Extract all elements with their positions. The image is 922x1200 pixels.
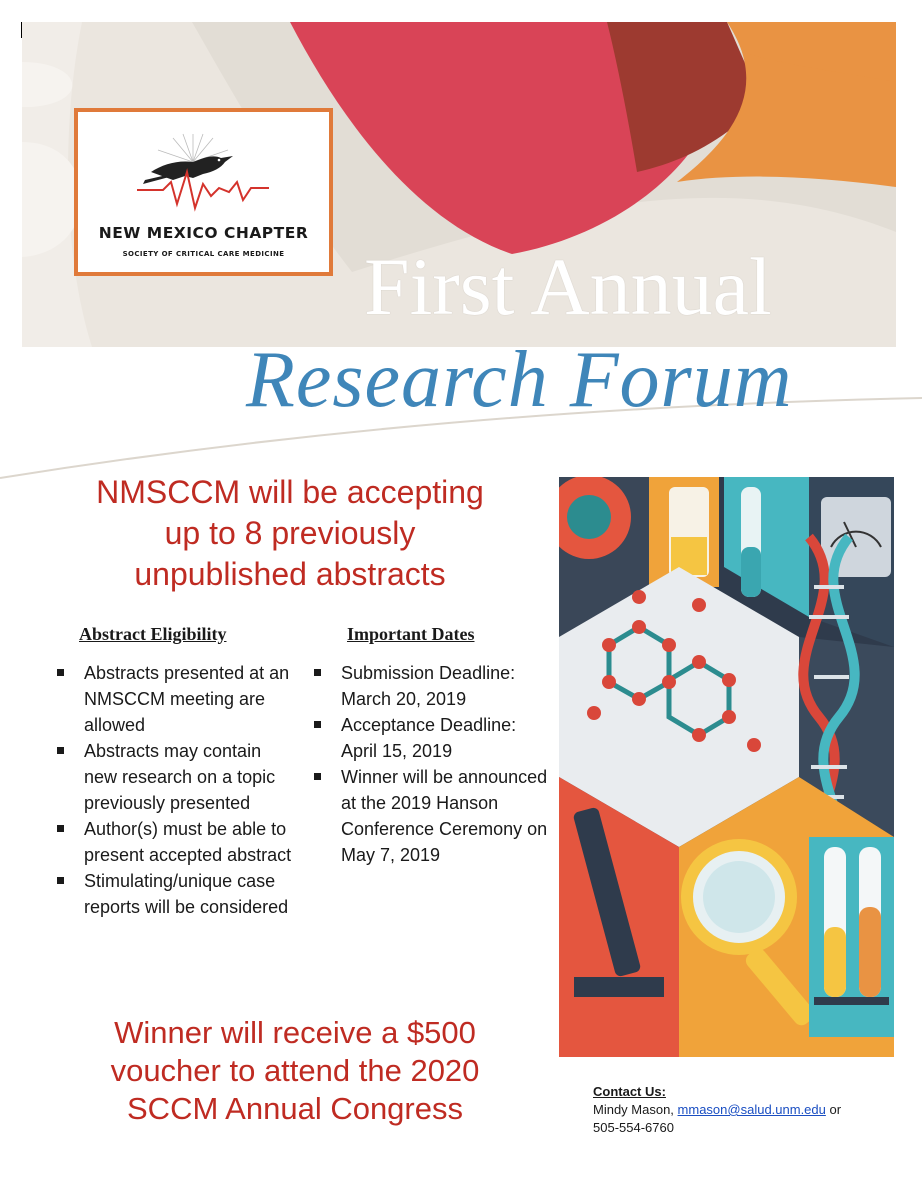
dates-list bbox=[313, 660, 553, 868]
bullet-square-icon bbox=[314, 669, 321, 676]
contact-heading: Contact Us: bbox=[593, 1084, 666, 1099]
list-item bbox=[56, 660, 296, 738]
dates-heading: Important Dates bbox=[347, 624, 475, 644]
list-item-text: Abstracts may contain new research on a topic previously presented bbox=[84, 741, 276, 813]
logo-chapter-name: NEW MEXICO CHAPTER bbox=[98, 224, 309, 242]
contact-or: or bbox=[829, 1102, 842, 1117]
headline bbox=[40, 472, 540, 595]
bullet-square-icon bbox=[57, 747, 64, 754]
list-item-text: Stimulating/unique case reports will be considered bbox=[84, 871, 289, 917]
contact-email-link[interactable]: mmason@salud.unm.edu bbox=[677, 1102, 826, 1117]
headline-line-2: up to 8 previously bbox=[164, 515, 416, 551]
contact-name: Mindy Mason, bbox=[593, 1102, 674, 1117]
science-illustration bbox=[559, 477, 894, 1057]
logo-society-name: SOCIETY OF CRITICAL CARE MEDICINE bbox=[122, 250, 285, 258]
bullet-square-icon bbox=[57, 825, 64, 832]
list-item bbox=[56, 738, 296, 816]
title-first-annual: First Annual bbox=[364, 241, 772, 332]
list-item-text: Submission Deadline: March 20, 2019 bbox=[341, 663, 516, 709]
title-research-forum: Research Forum bbox=[246, 336, 793, 424]
contact-phone: 505-554-6760 bbox=[593, 1120, 674, 1135]
prize-line-3: SCCM Annual Congress bbox=[127, 1091, 463, 1126]
prize-line-2: voucher to attend the 2020 bbox=[110, 1053, 480, 1088]
list-item-text: Author(s) must be able to present accepted abstract bbox=[84, 819, 292, 865]
headline-line-1: NMSCCM will be accepting bbox=[96, 474, 484, 510]
list-item bbox=[56, 868, 296, 920]
contact-block bbox=[593, 1083, 841, 1137]
list-item bbox=[56, 816, 296, 868]
science-art-icon bbox=[559, 477, 894, 1057]
list-item bbox=[313, 712, 553, 764]
eligibility-list bbox=[56, 660, 296, 920]
bullet-square-icon bbox=[314, 773, 321, 780]
list-item-text: Winner will be announced at the 2019 Hanson Conference Ceremony on May 7, 2019 bbox=[341, 767, 548, 865]
bullet-square-icon bbox=[314, 721, 321, 728]
prize-line-1: Winner will receive a $500 bbox=[114, 1015, 476, 1050]
bullet-square-icon bbox=[57, 669, 64, 676]
list-item bbox=[313, 764, 553, 868]
bullet-square-icon bbox=[57, 877, 64, 884]
prize-announcement bbox=[60, 1014, 530, 1128]
contact-line bbox=[593, 1101, 841, 1119]
headline-line-3: unpublished abstracts bbox=[134, 556, 446, 592]
list-item bbox=[313, 660, 553, 712]
list-item-text: Acceptance Deadline: April 15, 2019 bbox=[341, 715, 517, 761]
list-item-text: Abstracts presented at an NMSCCM meeting are allowed bbox=[84, 663, 290, 735]
eligibility-heading: Abstract Eligibility bbox=[79, 624, 227, 644]
